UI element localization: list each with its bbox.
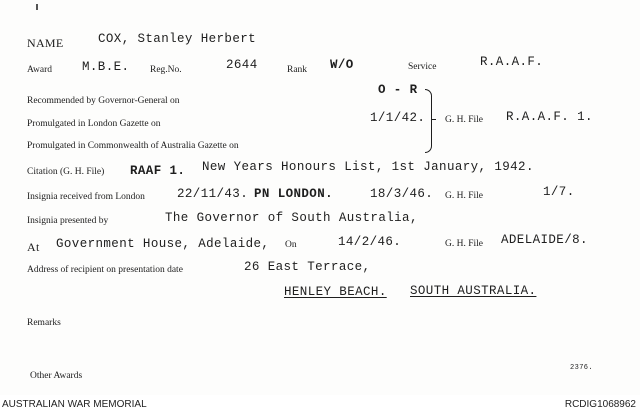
- insignia-received-date: 22/11/43.: [177, 187, 249, 201]
- insignia-received-date2: 18/3/46.: [370, 187, 434, 201]
- gh-file-label-2: G. H. File: [445, 191, 483, 201]
- name-label: NAME: [27, 36, 64, 50]
- card-number: 2376.: [570, 364, 594, 372]
- gh-file-label-3: G. H. File: [445, 239, 483, 249]
- insignia-presented-label: Insignia presented by: [27, 216, 109, 226]
- recommended-label: Recommended by Governor-General on: [27, 96, 180, 106]
- gh-file-value-3: ADELAIDE/8.: [501, 233, 588, 247]
- reg-no-value: 2644: [226, 58, 258, 72]
- address-label: Address of recipient on presentation date: [27, 265, 183, 275]
- other-awards-label: Other Awards: [30, 371, 83, 381]
- remarks-label: Remarks: [27, 318, 61, 328]
- gh-file-value-2: 1/7.: [543, 185, 575, 199]
- archive-footer: [0, 396, 640, 414]
- presented-by-value: The Governor of South Australia,: [165, 211, 418, 225]
- address-state-value: SOUTH AUSTRALIA.: [410, 284, 537, 298]
- gh-file-value-1: R.A.A.F. 1.: [506, 110, 593, 124]
- rank-label: Rank: [287, 65, 308, 75]
- reg-no-label: Reg.No.: [150, 65, 182, 75]
- award-label: Award: [27, 65, 52, 75]
- citation-label: Citation (G. H. File): [27, 167, 105, 177]
- corner-mark: [36, 4, 38, 10]
- name-value: COX, Stanley Herbert: [98, 32, 257, 46]
- citation-text-value: New Years Honours List, 1st January, 1942.: [202, 160, 534, 174]
- insignia-received-place: PN LONDON.: [254, 187, 334, 201]
- citation-file-value: RAAF 1.: [130, 164, 186, 178]
- promulgated-london-value: 1/1/42.: [370, 111, 426, 125]
- archive-id: RCDIG1068962: [564, 399, 636, 410]
- insignia-received-label: Insignia received from London: [27, 192, 145, 202]
- rank-value: W/O: [330, 58, 354, 72]
- archive-name: AUSTRALIAN WAR MEMORIAL: [2, 399, 147, 410]
- address-line1-value: 26 East Terrace,: [244, 260, 371, 274]
- on-date-value: 14/2/46.: [338, 235, 402, 249]
- promulgated-commonwealth-label: Promulgated in Commonwealth of Australia Gazette on: [27, 141, 239, 151]
- bracket: [425, 89, 432, 153]
- bracket-tip: [431, 119, 436, 120]
- award-value: M.B.E.: [82, 60, 130, 74]
- recommended-value: O - R: [378, 83, 418, 97]
- address-suburb-value: HENLEY BEACH.: [284, 285, 387, 299]
- promulgated-london-label: Promulgated in London Gazette on: [27, 119, 161, 129]
- service-value: R.A.A.F.: [480, 55, 544, 69]
- at-label: At: [27, 240, 40, 254]
- at-place-value: Government House, Adelaide,: [56, 237, 270, 251]
- service-label: Service: [408, 62, 437, 72]
- gh-file-label-1: G. H. File: [445, 115, 483, 125]
- on-label: On: [285, 240, 297, 250]
